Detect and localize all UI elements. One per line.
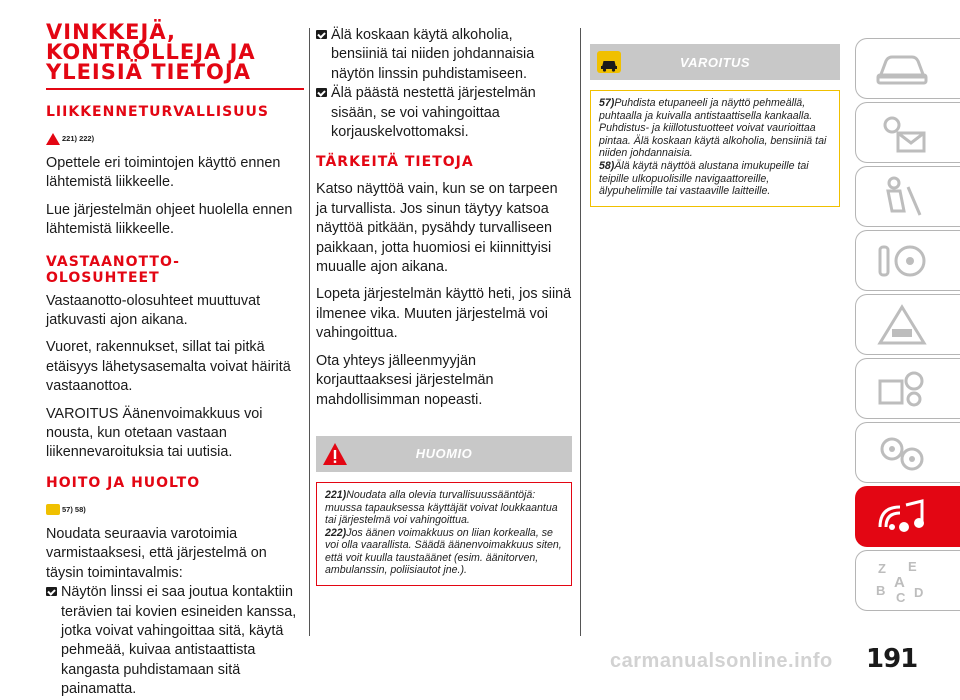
paragraph: Lue järjestelmän ohjeet huolella ennen lähtemistä liikkeelle. <box>46 201 293 238</box>
seat-safety-icon <box>874 175 930 219</box>
column-divider <box>580 28 581 636</box>
column-3 <box>590 44 840 207</box>
chapter-title: VINKKEJÄ, KONTROLLEJA JA YLEISIÄ TIETOJA <box>46 20 256 84</box>
warning-ref-row <box>46 130 304 148</box>
column-1 <box>46 22 304 700</box>
svg-text:Z: Z <box>878 561 886 576</box>
bullet-item: Näytön linssi ei saa joutua kontaktiin terävien tai kovien esineiden kanssa, jotka voivat vahingoittaa sitä, käytä pehmeää, kuivaa antistaattista kangasta puhdistamaan sitä painamatta. <box>46 583 304 699</box>
bullet-item: Älä päästä nestettä järjestelmän sisään, se voi vahingoittaa korjauskelvottomaksi. <box>316 84 572 142</box>
danger-triangle-icon <box>46 133 60 145</box>
watermark: carmanualsonline.info <box>610 650 833 672</box>
tab-warning-lights[interactable] <box>855 102 960 163</box>
tab-multimedia[interactable] <box>855 486 960 547</box>
svg-text:B: B <box>876 583 886 598</box>
column-2 <box>316 26 572 586</box>
danger-triangle-icon <box>322 441 348 467</box>
technical-data-icon <box>874 431 930 475</box>
note-222: 222)Jos äänen voimakkuus on liian korkealla, se voi olla vaarallista. Säädä äänenvoimakkuus siten, että voit kuulla taustaäänet (esim. äänitorven, ambulanssin, poliisiautot jne.). <box>325 526 562 577</box>
index-icon <box>874 559 930 603</box>
service-icon <box>874 367 930 411</box>
title-rule <box>46 88 304 90</box>
paragraph: Opettele eri toimintojen käyttö ennen lähtemistä liikkeelle. <box>46 155 281 191</box>
note-221: 221)Noudata alla olevia turvallisuussääntöjä: muussa tapauksessa käyttäjät voivat loukkaantua tai järjestelmä voi vahingoittua. <box>325 488 558 527</box>
section-title-vastaanotto-olosuhteet: VASTAANOTTO- OLOSUHTEET <box>46 253 180 286</box>
checkbox-bullet-icon <box>46 587 57 596</box>
bullet-item: Älä koskaan käytä alkoholia, bensiiniä tai niiden johdannaisia näytön linssin puhdistamiseen. <box>316 26 572 84</box>
section-title-liikenneturvallisuus: LIIKKENNETURVALLISUUS <box>46 104 269 120</box>
tab-starting-driving[interactable] <box>855 230 960 291</box>
tab-index[interactable] <box>855 550 960 611</box>
paragraph: Vastaanotto-olosuhteet muuttuvat jatkuvasti ajon aikana. <box>46 292 261 329</box>
car-warning-icon <box>596 49 622 75</box>
huomio-header: HUOMIO <box>316 436 572 472</box>
paragraph: Noudata seuraavia varotoimia varmistaaksesi, että järjestelmä on täysin toimintavalmis: <box>46 525 267 581</box>
page-number: 191 <box>866 644 918 674</box>
svg-text:D: D <box>914 585 924 600</box>
paragraph: Lopeta järjestelmän käyttö heti, jos siinä ilmenee vika. Muuten järjestelmä voi vahingoittua. <box>316 286 572 342</box>
car-dashboard-icon <box>874 47 930 91</box>
varoitus-header: VAROITUS <box>590 44 840 80</box>
paragraph: Vuoret, rakennukset, sillat tai pitkä etäisyys lähetysasemalta voivat häiritä vastaanottoa. <box>46 339 291 395</box>
note-refs: 57) 58) <box>62 505 86 515</box>
varoitus-notes <box>590 90 840 207</box>
section-title-tarkeita-tietoja: TÄRKEITÄ TIETOJA <box>316 154 474 171</box>
tab-maintenance[interactable] <box>855 358 960 419</box>
tab-safety[interactable] <box>855 166 960 227</box>
section-title-hoito-ja-huolto: HOITO JA HUOLTO <box>46 474 201 491</box>
huomio-notes <box>316 482 572 586</box>
note-57: 57)Puhdista etupaneeli ja näyttö pehmeällä, puhtaalla ja kuivalla antistaattisella kankaalla. Puhdistus- ja kiillotustuotteet voivat vaurioittaa pintaa. Älä koskaan käytä alkoholia, bensiiniä tai niiden johdannaisia. <box>599 97 827 160</box>
tab-emergency[interactable] <box>855 294 960 355</box>
tab-technical-data[interactable] <box>855 422 960 483</box>
tab-dashboard[interactable] <box>855 38 960 99</box>
checkbox-bullet-icon <box>316 30 327 39</box>
svg-text:C: C <box>896 590 906 603</box>
car-warning-icon <box>46 504 60 515</box>
key-steering-icon <box>874 239 930 283</box>
svg-text:A: A <box>894 574 905 591</box>
paragraph: Ota yhteys jälleenmyyjän korjauttaaksesi järjestelmän mahdollisimman nopeasti. <box>316 352 494 408</box>
paragraph: VAROITUS Äänenvoimakkuus voi nousta, kun otetaan vastaan liikennevaroituksia tai uutisia. <box>46 405 263 461</box>
note-refs: 221) 222) <box>62 134 95 144</box>
column-divider <box>309 28 310 636</box>
paragraph: Katso näyttöä vain, kun se on tarpeen ja turvallista. Jos sinun täytyy katsoa näyttöä pitkään, pysähdy turvalliseen paikkaan, jotta huomiosi ei kiinnittyisi muualle ajon aikana. <box>316 181 558 276</box>
breakdown-icon <box>874 303 930 347</box>
multimedia-icon <box>874 495 930 539</box>
note-58: 58)Älä käytä näyttöä alustana imukupeille tai teipille ulkopuolisille navigaattoreille, älypuhelimille tai vastaaville laitteille. <box>599 159 809 198</box>
warning-ref-row <box>46 501 304 519</box>
checkbox-bullet-icon <box>316 88 327 97</box>
warning-lights-icon <box>874 111 930 155</box>
svg-text:E: E <box>908 559 917 574</box>
